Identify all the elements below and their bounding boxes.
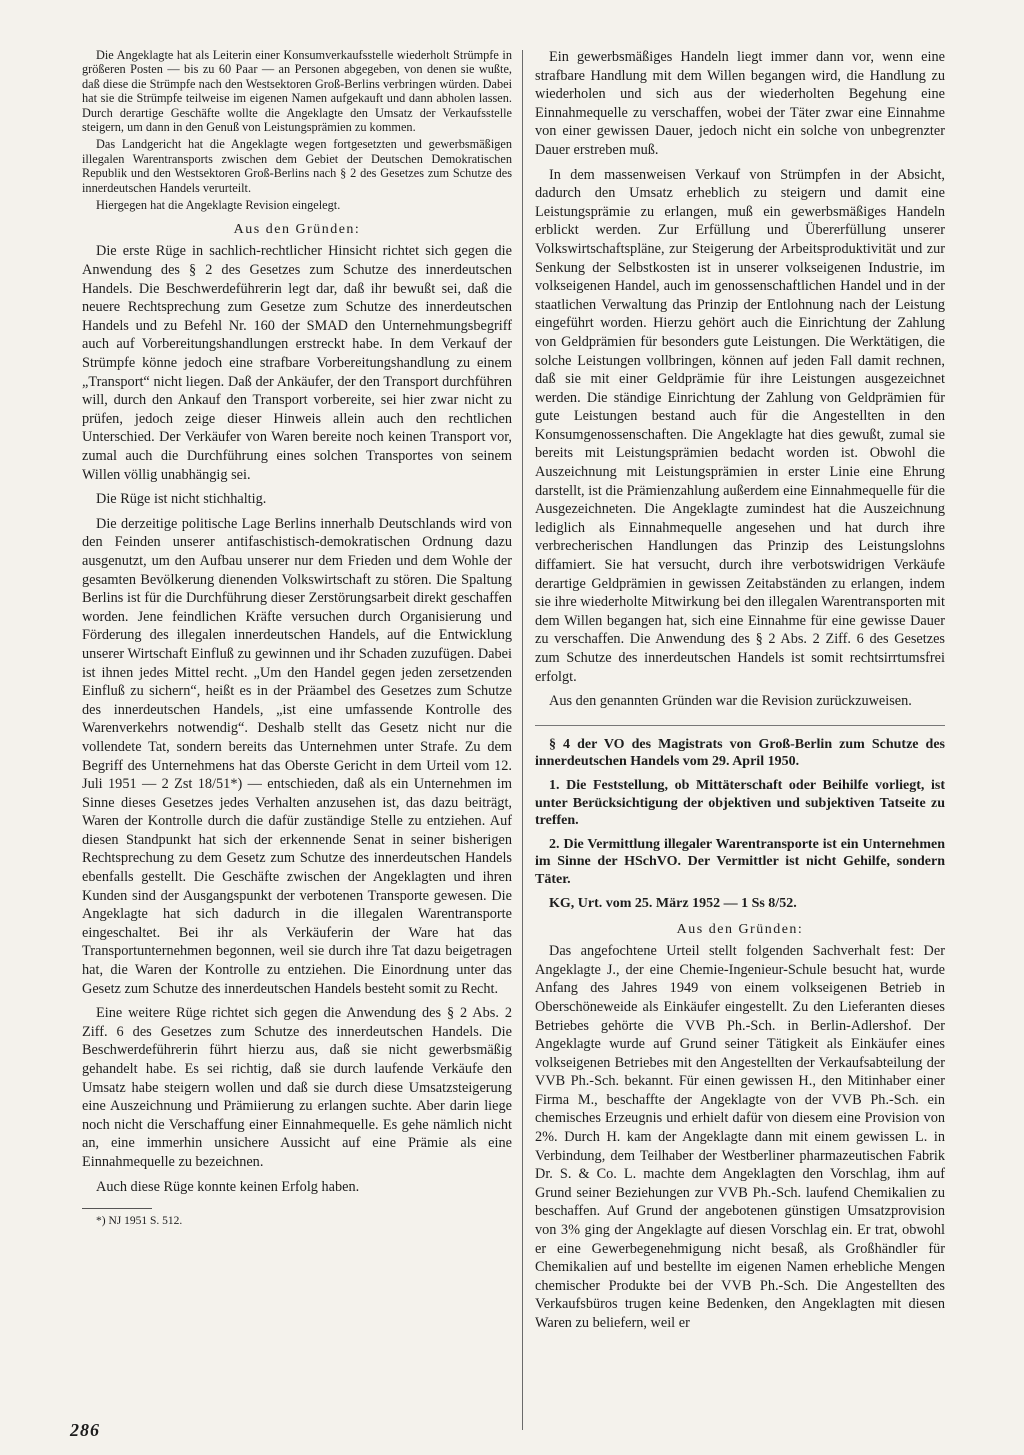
right-column [535, 48, 945, 1339]
body-paragraph: Die derzeitige politische Lage Berlins innerhalb Deutschlands wird von den Feinden unserer antifaschistisch-demokratischen Ordnung dazu ausgenutzt, um den Aufbau unserer nur dem Frieden und dem Wohle der gesamten Bevölkerung dienenden Volkswirtschaft zu stören. Die Spaltung Berlins ist für die Durchführung dieser Zerstörungsarbeit direkt geschaffen worden. Jene feindlichen Kräfte versuchen durch Organisierung und Förderung des illegalen innerdeutschen Handels, auf die Entwicklung unserer Wirtschaft Einfluß zu gewinnen und ihr Schaden zuzufügen. Dabei ist ihnen jedes Mittel recht. „Um den Handel gegen jeden zersetzenden Einfluß zu sichern“, heißt es in der Präambel des Gesetzes zum Schutze des innerdeutschen Handels, „ist eine umfassende Kontrolle des Warenverkehrs notwendig“. Deshalb stellt das Gesetz nicht nur die vollendete Tat, sondern bereits das Unternehmen unter Strafe. Zu dem Begriff des Unternehmens hat das Oberste Gericht in dem Urteil vom 12. Juli 1951 — 2 Zst 18/51*) — entschieden, daß als ein Unternehmen im Sinne dieses Gesetzes jedes Verhalten anzusehen ist, das dazu beiträgt, Waren der Kontrolle durch die dafür zuständige Stelle zu entziehen. Auf diesen Standpunkt hat sich der erkennende Senat in seiner bisherigen Rechtsprechung zu dem Gesetz zum Schutze des innerdeutschen Handels ebenfalls gestellt. Die Geschäfte zwischen der Angeklagten und ihren Kunden sind der Ausgangspunkt der verbotenen Transporte gewesen. Die Angeklagte hat sich dadurch in die illegalen Warentransporte eingeschaltet. Bei ihr als Verkäuferin der Ware hat das Transportunternehmen begonnen, weil sie durch ihre Tat dazu beigetragen hat, die Waren der Kontrolle zu entziehen. Die Einordnung unter das Gesetz zum Schutze des innerdeutschen Handels besteht somit zu Recht. [82, 515, 512, 997]
section-heading: Aus den Gründen: [233, 222, 361, 238]
body-paragraph: Die Rüge ist nicht stichhaltig. [96, 491, 267, 508]
body-paragraph: Ein gewerbsmäßiges Handeln liegt immer dann vor, wenn eine strafbare Handlung mit dem Willen begangen wird, die Handlung zu wiederholen und sich aus der wiederholten Begehung eine Einnahmequelle zu verschaffen, wobei der Täter zwar eine Einnahme von einer gewissen Dauer, jedoch nicht ein solche von unbegrenzter Dauer erstreben muß. [535, 49, 945, 158]
column-divider [522, 50, 523, 1430]
body-paragraph: Aus den genannten Gründen war die Revision zurückzuweisen. [549, 693, 912, 710]
body-paragraph: Eine weitere Rüge richtet sich gegen die Anwendung des § 2 Abs. 2 Ziff. 6 des Gesetzes zum Schutze des innerdeutschen Handels. Die Beschwerdeführerin führt hierzu aus, daß sie nicht gewerbsmäßig gehandelt habe. Es sei richtig, daß sie durch laufende Verkäufe den Umsatz habe steigern wollen und daß sie durch diese Umsatzsteigerung eine Auszeichnung und Prämiierung zu erlangen suchte. Aber darin liege noch nicht die Verschaffung einer Einnahmequelle. Es gehe nämlich nicht an, eine immerhin unsichere Aussicht auf eine Prämie als eine Einnahmequelle zu bezeichnen. [82, 1005, 512, 1170]
headnote-line: 1. Die Feststellung, ob Mittäterschaft oder Beihilfe vorliegt, ist unter Berücksichtigung der objektiven und subjektiven Tatseite zu treffen. [535, 777, 945, 829]
facts-block [82, 48, 512, 212]
second-case-reasons [535, 942, 945, 1332]
facts-paragraph: Hiergegen hat die Angeklagte Revision eingelegt. [96, 198, 341, 213]
body-paragraph: Auch diese Rüge konnte keinen Erfolg haben. [96, 1178, 360, 1195]
reasons-block [82, 242, 512, 1196]
case-citation: KG, Urt. vom 25. März 1952 — 1 Ss 8/52. [549, 895, 797, 911]
page-number: 286 [70, 1420, 100, 1440]
body-paragraph: In dem massenweisen Verkauf von Strümpfen in der Absicht, dadurch den Umsatz erheblich zu steigern und damit eine Leistungsprämie zu erlangen, muß ein gewerbsmäßiges Handeln erblickt werden. Zur Erfüllung und Übererfüllung unserer Volkswirtschaftspläne, zur Steigerung der Arbeitsproduktivität und zur Senkung der Selbstkosten ist in unserer volkseigenen Industrie, im volkseigenen Handel, auch im genossenschaftlichen Handel und in der staatlichen Verwaltung das Prinzip der Entlohnung nach der Leistung eingeführt worden. Hierzu gehört auch die Einrichtung der Zahlung von Geldprämien für besonders gute Leistungen. Die Werktätigen, die solche Leistungen vollbringen, können auf jeden Fall damit rechnen, daß sie mit einer Geldprämie für ihre Leistungen ausgezeichnet werden. Die ständige Einrichtung der Zahlung von Geldprämien für gute Leistungen bestand auch für die Angestellten in den Konsumgenossenschaften. Die Angeklagte hat dies gewußt, zumal sie bereits mit Leistungsprämien bedacht worden ist. Obwohl die Auszeichnung mit Leistungsprämien in erster Linie eine Ehrung darstellt, ist die Prämienzahlung außerdem eine Einnahmequelle für die Ausgezeichneten. Die Angeklagte zumindest hat die Auszeichnung lediglich als Einnahmequelle angesehen und hat durch ihre verbrecherischen Handlungen das Prinzip des Leistungslohns diffamiert. Sie hat versucht, durch ihre verbotswidrigen Verkäufe derartige Geldprämien in gewissen Zeitabständen zu erlangen, indem sie ihre wiederholte Mitwirkung bei den illegalen Warentransporten mit dem Willen begangen hat, sich eine Einnahme für eine gewisse Dauer zu verschaffen. Die Anwendung des § 2 Abs. 2 Ziff. 6 des Gesetzes zum Schutze des innerdeutschen Handels ist somit rechtsirrtumsfrei erfolgt. [535, 166, 945, 685]
footnote-rule [82, 1208, 152, 1209]
body-paragraph: Das angefochtene Urteil stellt folgenden Sachverhalt fest: Der Angeklagte J., der eine Chemie-Ingenieur-Schule besucht hat, wurde Anfang des Jahres 1949 von einem volkseigenen Betrieb in Oberschöneweide als Einkäufer eingestellt. Zu den Lieferanten dieses Betriebes gehörte die VVB Ph.-Sch. in Berlin-Adlershof. Der Angeklagte wurde auf Grund seiner Tätigkeit als Einkäufer eines volkseigenen Betriebes mit den Angestellten der Verkaufsabteilung der VVB Ph.-Sch. bekannt. Für einen gewissen H., den Mitinhaber einer Firma M., beschaffte der Angeklagte von der VVB Ph.-Sch. ein chemisches Erzeugnis und erhielt dafür von diesem eine Provision von 2%. Durch H. kam der Angeklagte dann mit einem gewissen L. in Verbindung, dem Teilhaber der Westberliner pharmazeutischen Fabrik Dr. S. & Co. L. machte dem Angeklagten den Vorschlag, ihm auf Grund seiner Beziehungen zur VVB Ph.-Sch. laufend Chemikalien zu beschaffen. Auf Grund der angebotenen günstigen Umsatzprovision von 3% ging der Angeklagte auf diesen Vorschlag ein. Er trat, obwohl er eine Gewerbegenehmigung nicht besaß, als Großhändler für Chemikalien auf und bestellte im eigenen Namen erhebliche Mengen chemischer Produkte bei der VVB Ph.-Sch. Die Angestellten des Verkaufsbüros trugen keine Bedenken, den Angeklagten mit diesen Waren zu beliefern, weil er [535, 943, 945, 1331]
footnote: *) NJ 1951 S. 512. [96, 1215, 183, 1228]
section-heading: Aus den Gründen: [676, 922, 804, 938]
left-column [82, 48, 512, 1233]
headnote-line: 2. Die Vermittlung illegaler Warentransporte ist ein Unternehmen im Sinne der HSchVO. Der Vermittler ist nicht Gehilfe, sondern Täter. [535, 836, 945, 887]
case-headnote [535, 725, 945, 912]
facts-paragraph: Die Angeklagte hat als Leiterin einer Konsumverkaufsstelle wiederholt Strümpfe in größeren Posten — bis zu 60 Paar — an Personen abgegeben, von denen sie wußte, daß diese die Strümpfe nach den Westsektoren Groß-Berlins verbringen würden. Dabei hat sie die Strümpfe teilweise im eigenen Namen aufgekauft und dann abholen lassen. Durch derartige Geschäfte wollte die Angeklagte den Umsatz der Verkaufsstelle steigern, um dann in den Genuß von Leistungsprämien zu kommen. [82, 48, 512, 135]
headnote-line: § 4 der VO des Magistrats von Groß-Berlin zum Schutze des innerdeutschen Handels vom 29. April 1950. [535, 736, 945, 770]
body-paragraph: Die erste Rüge in sachlich-rechtlicher Hinsicht richtet sich gegen die Anwendung des § 2 des Gesetzes zum Schutze des innerdeutschen Handels. Die Beschwerdeführerin legt dar, daß ihr bewußt sei, daß die neuere Rechtsprechung zum Gesetze zum Schutze des innerdeutschen Handels und zu Befehl Nr. 160 der SMAD den Unternehmungsbegriff auch auf Vorbereitungshandlungen erstreckt habe. In dem Verkauf der Strümpfe könne jedoch eine strafbare Vorbereitungshandlung zu einem „Transport“ nicht liegen. Daß der Ankäufer, der den Transport durchführen will, durch den Ankauf den Transport vorbereite, sei hier zwar nicht zu prüfen, jedoch zeige dieser Hinweis allein auch den rechtlichen Unterschied. Der Verkäufer von Waren bereite noch keinen Transport vor, zumal auch die Durchführung eines solchen Transportes von seinem Willen völlig unabhängig sei. [82, 243, 512, 483]
facts-paragraph: Das Landgericht hat die Angeklagte wegen fortgesetzten und gewerbsmäßigen illegalen Warentransports zwischen dem Gebiet der Deutschen Demokratischen Republik und den Westsektoren Groß-Berlins nach § 2 des Gesetzes zum Schutze des innerdeutschen Handels verurteilt. [82, 137, 512, 195]
reasons-continued [535, 48, 945, 711]
